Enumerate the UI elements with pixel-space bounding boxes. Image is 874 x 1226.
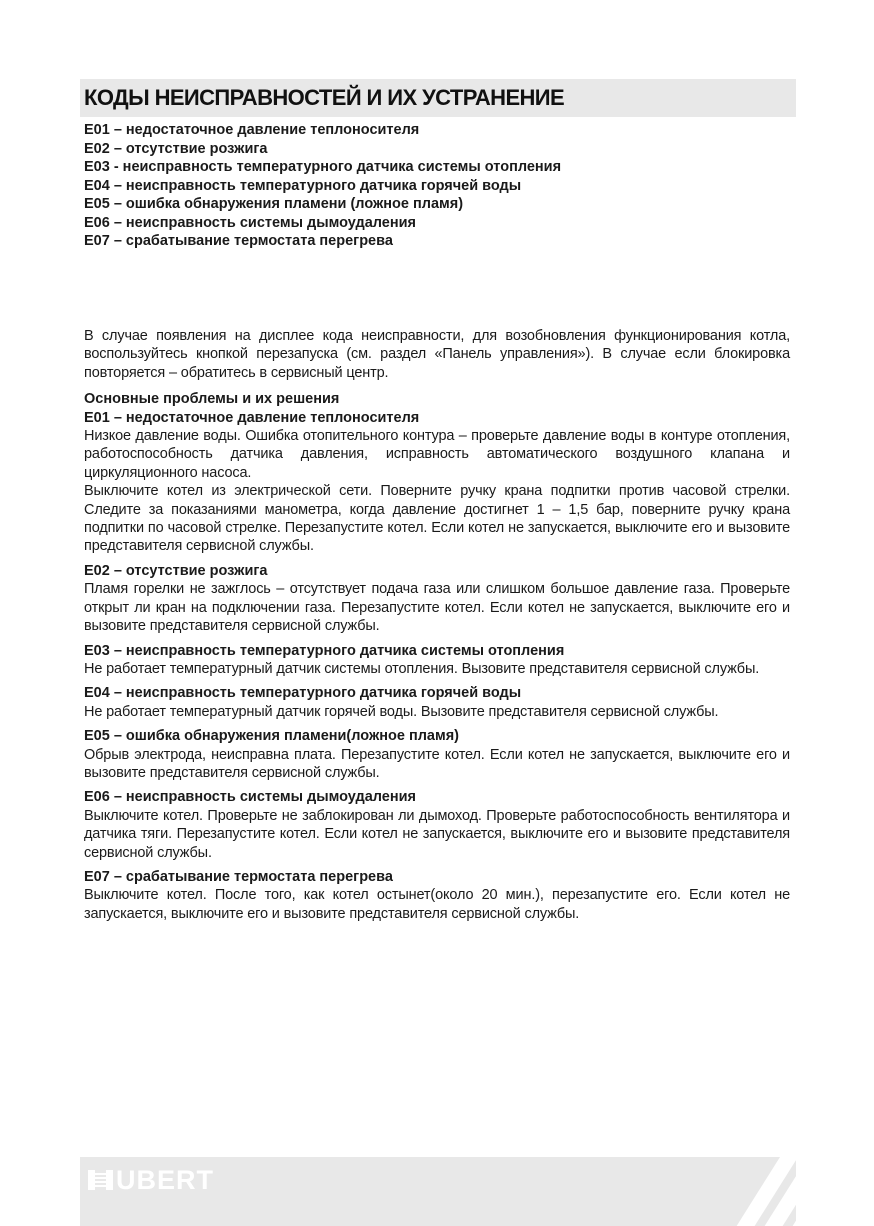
section-title: E05 – ошибка обнаружения пламени(ложное пламя)	[84, 728, 459, 745]
error-code-list	[84, 121, 794, 251]
section-e07	[84, 868, 790, 923]
title-bar	[80, 79, 796, 117]
section-e01	[84, 409, 790, 556]
code-item: E07 – срабатывание термостата перегрева	[84, 233, 393, 249]
code-item: E06 – неисправность системы дымоудаления	[84, 214, 416, 231]
section-paragraph: Обрыв электрода, неисправна плата. Перезапустите котел. Если котел не запускается, выключите его и вызовите представителя сервисной службы.	[84, 746, 790, 781]
section-paragraph: Пламя горелки не зажглось – отсутствует подача газа или слишком большое давление газа. Проверьте открыт ли кран на подключении газа. Перезапустите котел. Если котел не запускается, выключите его и вызовите представителя сервисной службы.	[84, 581, 790, 635]
section-title: E02 – отсутствие розжига	[84, 562, 268, 579]
section-e02	[84, 562, 790, 636]
section-title: E01 – недостаточное давление теплоносителя	[84, 409, 420, 426]
code-item: E05 – ошибка обнаружения пламени (ложное пламя)	[84, 196, 464, 212]
brand-name: UBERT	[116, 1165, 214, 1195]
section-paragraph: Выключите котел из электрической сети. Поверните ручку крана подпитки против часовой стрелки. Следите за показаниями манометра, когда давление достигнет 1 – 1,5 бар, поверните ручку крана подпитки по часовой стрелке. Перезапустите котел. Если котел не запускается, выключите его и вызовите представителя сервисной службы.	[84, 483, 790, 555]
decorative-stripes	[690, 1157, 796, 1226]
section-title: E04 – неисправность температурного датчика горячей воды	[84, 685, 522, 702]
section-paragraph: Выключите котел. После того, как котел остынет(около 20 мин.), перезапустите его. Если котел не запускается, выключите его и вызовите представителя сервисной службы.	[84, 887, 790, 922]
code-item: E03 - неисправность температурного датчика системы отопления	[84, 159, 562, 175]
section-e05	[84, 727, 790, 782]
solutions-heading: Основные проблемы и их решения	[84, 391, 340, 408]
section-paragraph: Не работает температурный датчик горячей воды. Вызовите представителя сервисной службы.	[84, 703, 719, 720]
section-title: E07 – срабатывание термостата перегрева	[84, 868, 393, 885]
intro-paragraph: В случае появления на дисплее кода неисправности, для возобновления функционирования котла, воспользуйтесь кнопкой перезапуска (см. раздел «Панель управления»). В случае если блокировка повторяется – обратитесь в сервисный центр.	[84, 328, 790, 381]
section-title: E03 – неисправность температурного датчика системы отопления	[84, 642, 565, 659]
section-paragraph: Низкое давление воды. Ошибка отопительного контура – проверьте давление воды в контуре отопления, работоспособность датчика давления, исправность автоматического воздушного клапана и циркуляционного насоса.	[84, 428, 790, 481]
section-e06	[84, 788, 790, 862]
brand-logo	[88, 1167, 214, 1193]
section-paragraph: Выключите котел. Проверьте не заблокирован ли дымоход. Проверьте работоспособность вентилятора и датчика тяги. Перезапустите котел. Если котел не запускается, выключите его и вызовите представителя сервисной службы.	[84, 807, 790, 861]
code-item: E04 – неисправность температурного датчика горячей воды	[84, 177, 522, 194]
section-e04	[84, 684, 790, 721]
code-item: E02 – отсутствие розжига	[84, 140, 268, 157]
section-e03	[84, 642, 790, 679]
page-title: КОДЫ НЕИСПРАВНОСТЕЙ И ИХ УСТРАНЕНИЕ	[84, 85, 565, 110]
code-item: E01 – недостаточное давление теплоносителя	[84, 122, 420, 138]
footer-band	[80, 1157, 796, 1226]
content	[84, 327, 790, 929]
section-paragraph: Не работает температурный датчик системы отопления. Вызовите представителя сервисной службы.	[84, 660, 760, 677]
hubert-h-icon	[88, 1168, 114, 1192]
section-title: E06 – неисправность системы дымоудаления	[84, 789, 416, 806]
